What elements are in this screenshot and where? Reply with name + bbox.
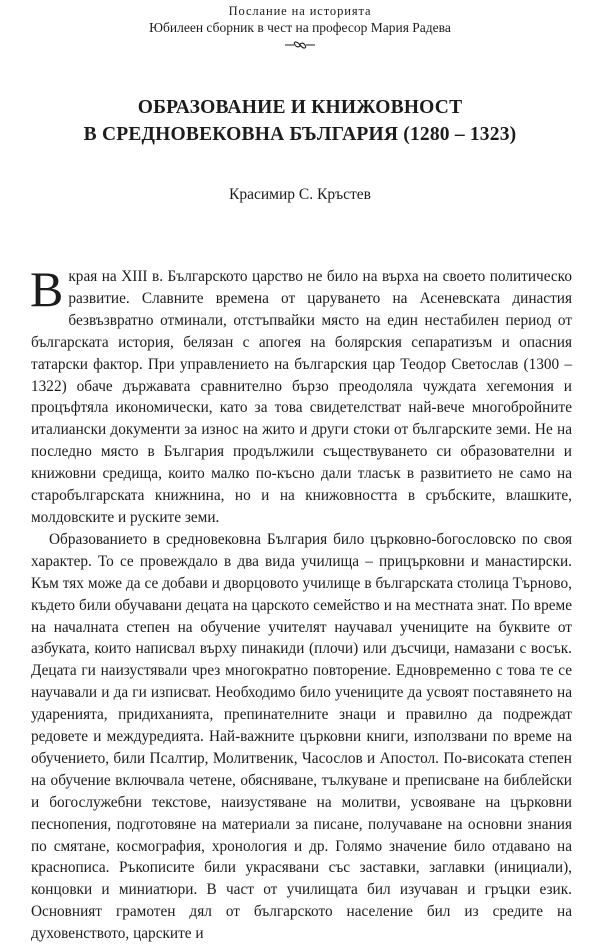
paragraph-1 [30, 261, 572, 529]
paragraph-1-text: края на XIII в. Българското царство не било на върха на своето политическо развитие. Славните времена от царуването на Асеневската династия безвъзвратно отминали, отстъпвайки място на един нестабилен период от българската история, белязан с апогея на болярския сепаратизъм и опасния татарски фактор. При управлението на българския цар Теодор Светослав (1300 – 1322) обаче държавата сравнително бързо преодоляла чуждата хегемония и процъфтяла икономически, като за това свидетелстват най-вече многобройните италиански документи за износ на жито и други стоки от българските земи. Не на последно място в България продължили съществуването си образователни и книжовни средища, които малко по-късно дали тласък в развитието не само на старобългарската книжнина, но и на книжовността в сръбските, влашките, молдовските и руските земи. [31, 268, 572, 526]
article-title-line-1: ОБРАЗОВАНИЕ И КНИЖОВНОСТ [137, 97, 463, 118]
article-body [30, 261, 572, 945]
article-title-line-2: В СРЕДНОВЕКОВНА БЪЛГАРИЯ (1280 – 1323) [83, 124, 517, 145]
article-title [0, 94, 600, 148]
book-title: Юбилеен сборник в чест на професор Мария Радева [149, 20, 451, 35]
running-header [0, 4, 600, 50]
paragraph-2: Образованието в средновековна България било църковно-богословско по своя характер. То се провеждало в два вида училища – прицърковни и манастирски. Към тях може да се добави и дворцовото училище в българската столица Търново, където били обучавани децата на царското семейство и на местната знат. По време на началната степен на обучение учителят научавал учениците на буквите от азбуката, които написвал върху пинакиди (плочи) или дъсчици, намазани с восък. Децата ги наизустявали чрез многократно повторение. Едновременно с това те се научавали и да ги изписват. Необходимо било учениците да усвоят поставянето на ударенията, придиханията, препинателните знаци и правилно да подреждат редовете и междуредията. Най-важните църковни книги, използвани по време на обучението, били Псалтир, Молитвеник, Часослов и Апостол. По-високата степен на обучение включвала четене, обясняване, тълкуване и преписване на библейски и богослужебни текстове, наизустяване на молитви, усвояване на църковни песнопения, подготовяне на материали за писане, получаване на основни знания по смятане, космография, хронология и др. Голямо значение било отдавано на краснописа. Ръкописите били украсявани със заставки, заглавки (инициали), концовки и миниатюри. В част от училищата бил изучаван и гръцки език. Основният грамотен дял от българското население бил из средите на духовенството, царските и [31, 530, 572, 943]
drop-cap: В [30, 261, 64, 317]
author-name: Красимир С. Кръстев [229, 186, 371, 203]
series-title: Послание на историята [228, 4, 372, 18]
flourish-icon [283, 40, 317, 50]
